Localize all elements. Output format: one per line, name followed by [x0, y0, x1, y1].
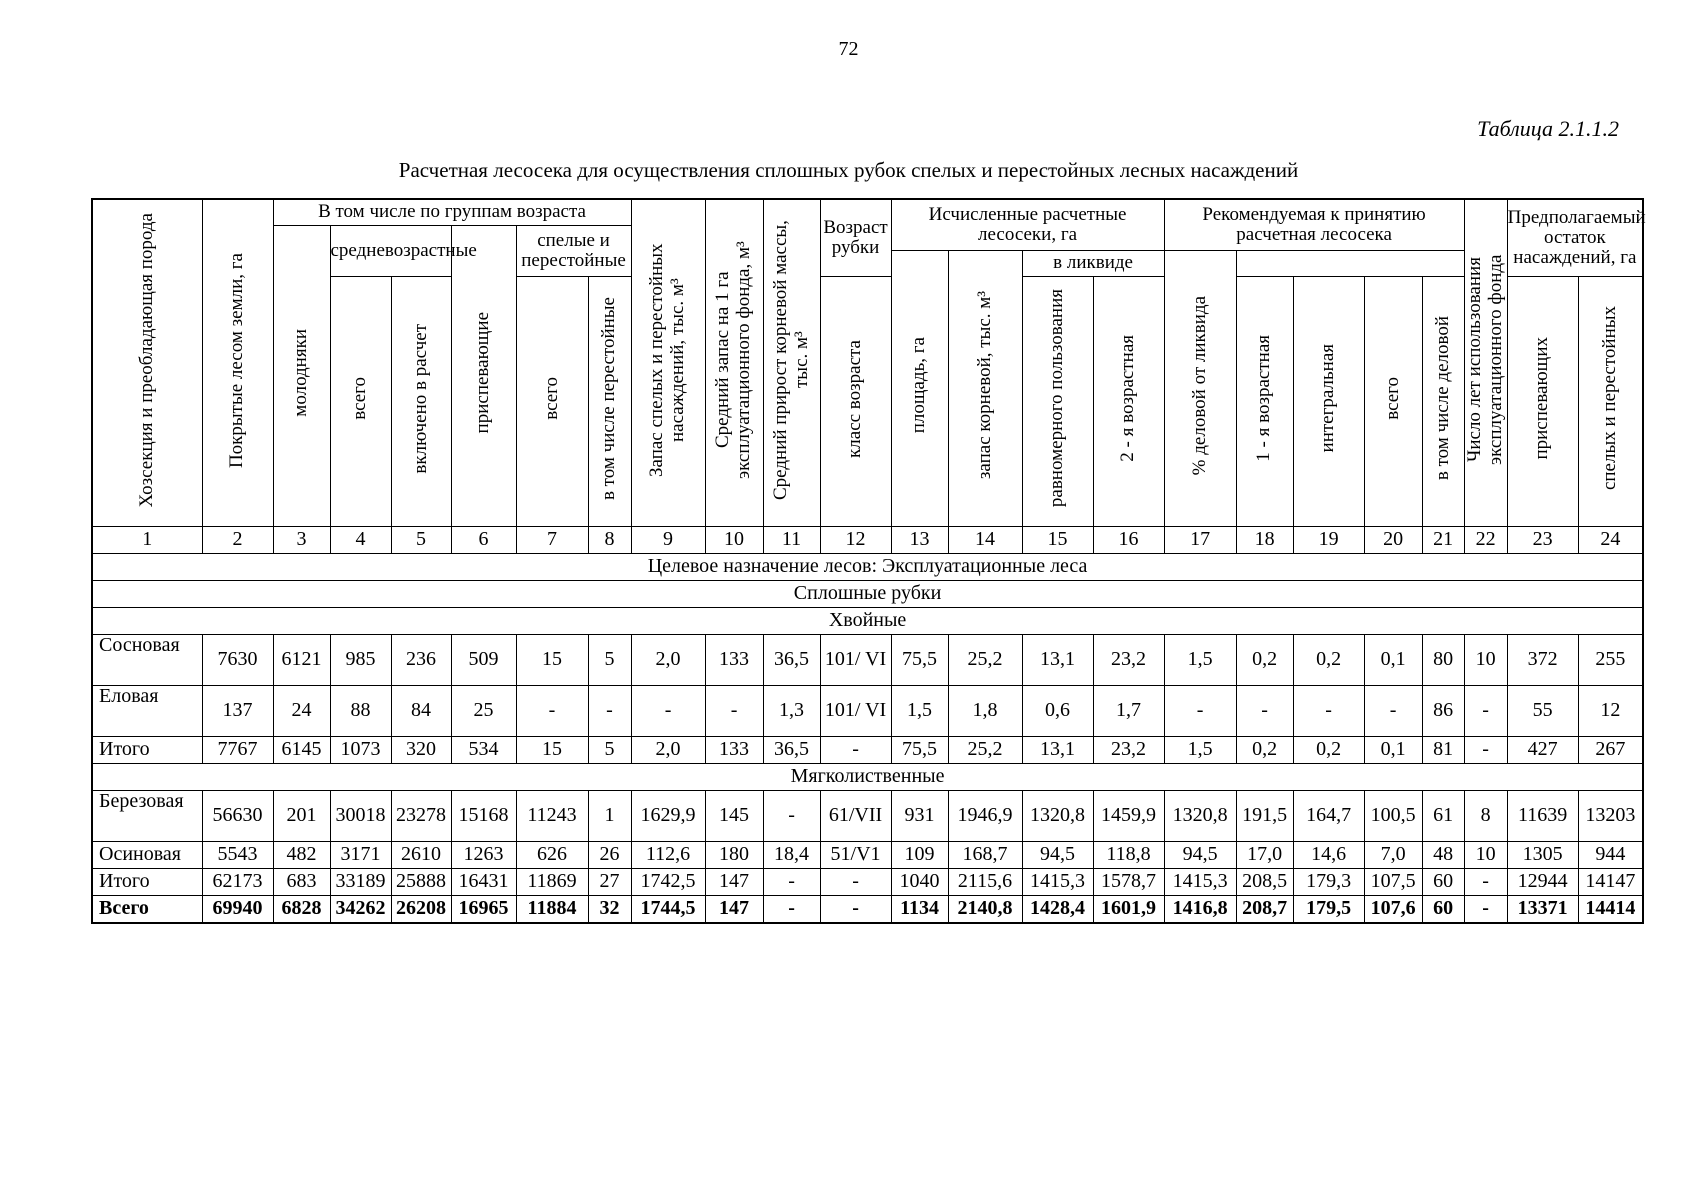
table-cell: 1428,4 — [1022, 895, 1093, 923]
table-cell: 9 — [631, 526, 705, 553]
header-uniform-use: равномерного пользования — [1022, 276, 1093, 526]
table-cell: 16965 — [451, 895, 516, 923]
section-row — [92, 580, 1643, 607]
table-cell: 61 — [1422, 790, 1464, 841]
header-mature: спелые и перестойные — [516, 225, 631, 276]
table-cell: 33189 — [330, 868, 391, 895]
section-row — [92, 553, 1643, 580]
table-cell: 11243 — [516, 790, 588, 841]
table-cell: 985 — [330, 634, 391, 685]
section-purpose: Целевое назначение лесов: Эксплуатационные леса — [92, 553, 1643, 580]
table-cell: 179,3 — [1293, 868, 1364, 895]
table-cell: - — [820, 895, 891, 923]
table-cell: 18,4 — [763, 841, 820, 868]
table-cell: 15 — [516, 736, 588, 763]
header-remaining-stands: Предполагаемый остаток насаждений, га — [1507, 199, 1643, 276]
table-cell: 21 — [1422, 526, 1464, 553]
table-cell: 6145 — [273, 736, 330, 763]
table-cell: 1601,9 — [1093, 895, 1164, 923]
page-number: 72 — [838, 38, 859, 60]
table-cell: 25,2 — [948, 736, 1022, 763]
species-cell: Итого — [92, 736, 202, 763]
table-row — [92, 685, 1643, 736]
table-cell: 24 — [1578, 526, 1643, 553]
table-cell: - — [820, 736, 891, 763]
table-cell: 118,8 — [1093, 841, 1164, 868]
table-cell: 13,1 — [1022, 736, 1093, 763]
table-cell: 1,5 — [891, 685, 948, 736]
table-cell: 56630 — [202, 790, 273, 841]
table-cell: 1742,5 — [631, 868, 705, 895]
table-cell: 0,2 — [1293, 634, 1364, 685]
table-cell: 5 — [391, 526, 451, 553]
table-cell: 60 — [1422, 895, 1464, 923]
table-cell: 23,2 — [1093, 736, 1164, 763]
table-cell: 8 — [1464, 790, 1507, 841]
species-cell: Березовая — [92, 790, 202, 841]
table-cell: 75,5 — [891, 634, 948, 685]
table-cell: 11884 — [516, 895, 588, 923]
table-cell: - — [1293, 685, 1364, 736]
header-years-of-use: Число лет использования эксплуатационного фонда — [1464, 199, 1507, 526]
header-first-age: 1 - я возрастная — [1236, 276, 1293, 526]
table-cell: 1320,8 — [1022, 790, 1093, 841]
table-cell: 236 — [391, 634, 451, 685]
table-cell: 3171 — [330, 841, 391, 868]
table-cell: 24 — [273, 685, 330, 736]
table-cell: 2115,6 — [948, 868, 1022, 895]
table-cell: 0,2 — [1293, 736, 1364, 763]
table-cell: 20 — [1364, 526, 1422, 553]
species-cell: Сосновая — [92, 634, 202, 685]
table-cell: 1416,8 — [1164, 895, 1236, 923]
table-cell: - — [1236, 685, 1293, 736]
table-cell: 164,7 — [1293, 790, 1364, 841]
table-cell: 34262 — [330, 895, 391, 923]
table-cell: 11639 — [1507, 790, 1578, 841]
table-cell: 2,0 — [631, 634, 705, 685]
header-overmature: в том числе перестойные — [588, 276, 631, 526]
section-felling: Сплошные рубки — [92, 580, 1643, 607]
table-cell: 13371 — [1507, 895, 1578, 923]
table-cell: 22 — [1464, 526, 1507, 553]
table-title: Расчетная лесосека для осуществления сплошных рубок спелых и перестойных лесных насаждений — [398, 158, 1299, 182]
table-cell: 107,6 — [1364, 895, 1422, 923]
table-cell: 23,2 — [1093, 634, 1164, 685]
table-cell: 26208 — [391, 895, 451, 923]
table-cell: 8 — [588, 526, 631, 553]
table-row — [92, 868, 1643, 895]
table-cell: 2140,8 — [948, 895, 1022, 923]
table-cell: 15168 — [451, 790, 516, 841]
table-cell: 14,6 — [1293, 841, 1364, 868]
table-cell: 75,5 — [891, 736, 948, 763]
table-cell: 16 — [1093, 526, 1164, 553]
table-cell: 36,5 — [763, 634, 820, 685]
table-cell: 13 — [891, 526, 948, 553]
table-cell: 23278 — [391, 790, 451, 841]
header-remaining-premature: приспевающих — [1507, 276, 1578, 526]
header-calculated-cut: Исчисленные расчетные лесосеки, га — [891, 199, 1164, 250]
table-cell: 7630 — [202, 634, 273, 685]
allowable-cut-table — [91, 198, 1644, 924]
table-cell: 6 — [451, 526, 516, 553]
table-cell: 88 — [330, 685, 391, 736]
table-cell: 1946,9 — [948, 790, 1022, 841]
header-avg-growth: Средний прирост корневой массы, тыс. м³ — [763, 199, 820, 526]
table-cell: 1134 — [891, 895, 948, 923]
table-cell: 147 — [705, 868, 763, 895]
table-cell: 94,5 — [1022, 841, 1093, 868]
table-cell: 4 — [330, 526, 391, 553]
table-cell: 1073 — [330, 736, 391, 763]
table-cell: 69940 — [202, 895, 273, 923]
header-second-age: 2 - я возрастная — [1093, 276, 1164, 526]
header-in-liquid: в ликвиде — [1022, 250, 1164, 276]
table-cell: 10 — [705, 526, 763, 553]
header-middle-included: включено в расчет — [391, 276, 451, 526]
header-liquid-business: в том числе деловой — [1422, 276, 1464, 526]
table-cell: - — [588, 685, 631, 736]
header-young: молодняки — [273, 225, 330, 526]
table-cell: 109 — [891, 841, 948, 868]
table-cell: 1305 — [1507, 841, 1578, 868]
header-root-stock: запас корневой, тыс. м³ — [948, 250, 1022, 526]
table-cell: 101/ VI — [820, 634, 891, 685]
section-softwood: Мягколиственные — [92, 763, 1643, 790]
table-cell: 25888 — [391, 868, 451, 895]
table-cell: - — [820, 868, 891, 895]
table-cell: 1744,5 — [631, 895, 705, 923]
table-cell: 25 — [451, 685, 516, 736]
table-cell: 1 — [92, 526, 202, 553]
table-cell: 1263 — [451, 841, 516, 868]
table-cell: 12 — [1578, 685, 1643, 736]
header-row-1 — [92, 199, 1643, 225]
table-cell: - — [631, 685, 705, 736]
table-cell: 7767 — [202, 736, 273, 763]
table-row — [92, 736, 1643, 763]
table-cell: 1,3 — [763, 685, 820, 736]
header-avg-stock: Средний запас на 1 га эксплуатационного фонда, м³ — [705, 199, 763, 526]
table-cell: 13203 — [1578, 790, 1643, 841]
table-cell: 5543 — [202, 841, 273, 868]
table-cell: 6828 — [273, 895, 330, 923]
table-cell: 60 — [1422, 868, 1464, 895]
table-cell: 482 — [273, 841, 330, 868]
section-conifers: Хвойные — [92, 607, 1643, 634]
table-cell: 6121 — [273, 634, 330, 685]
table-cell: 13,1 — [1022, 634, 1093, 685]
table-cell: 27 — [588, 868, 631, 895]
table-cell: 11 — [763, 526, 820, 553]
species-cell: Осиновая — [92, 841, 202, 868]
table-cell: 1,5 — [1164, 634, 1236, 685]
table-cell: 17 — [1164, 526, 1236, 553]
column-number-row — [92, 526, 1643, 553]
species-cell: Итого — [92, 868, 202, 895]
table-cell: - — [1364, 685, 1422, 736]
table-cell: 7 — [516, 526, 588, 553]
header-mature-total: всего — [516, 276, 588, 526]
table-cell: 168,7 — [948, 841, 1022, 868]
table-cell: 683 — [273, 868, 330, 895]
table-cell: 18 — [1236, 526, 1293, 553]
table-cell: 5 — [588, 634, 631, 685]
section-row — [92, 763, 1643, 790]
table-cell: 320 — [391, 736, 451, 763]
table-cell: 208,7 — [1236, 895, 1293, 923]
table-cell: 944 — [1578, 841, 1643, 868]
table-cell: 14414 — [1578, 895, 1643, 923]
table-cell: 15 — [1022, 526, 1093, 553]
table-cell: 7,0 — [1364, 841, 1422, 868]
table-cell: 5 — [588, 736, 631, 763]
table-cell: 2 — [202, 526, 273, 553]
table-cell: 10 — [1464, 634, 1507, 685]
header-premature: приспевающие — [451, 225, 516, 526]
header-liquid-total: всего — [1364, 276, 1422, 526]
table-cell: - — [763, 895, 820, 923]
table-cell: 55 — [1507, 685, 1578, 736]
table-cell: 2610 — [391, 841, 451, 868]
species-cell: Еловая — [92, 685, 202, 736]
table-cell: - — [1464, 685, 1507, 736]
table-cell: 86 — [1422, 685, 1464, 736]
table-cell: 14147 — [1578, 868, 1643, 895]
table-cell: 36,5 — [763, 736, 820, 763]
table-cell: 0,1 — [1364, 736, 1422, 763]
table-cell: 1459,9 — [1093, 790, 1164, 841]
table-cell: 0,1 — [1364, 634, 1422, 685]
header-middle-total: всего — [330, 276, 391, 526]
table-label: Таблица 2.1.1.2 — [1477, 116, 1619, 141]
table-cell: 26 — [588, 841, 631, 868]
table-cell: 15 — [516, 634, 588, 685]
table-cell: 101/ VI — [820, 685, 891, 736]
table-cell: 80 — [1422, 634, 1464, 685]
header-mature-stock: Запас спелых и перестойных насаждений, тыс. м³ — [631, 199, 705, 526]
table-cell: - — [1464, 868, 1507, 895]
table-cell: 32 — [588, 895, 631, 923]
table-cell: 534 — [451, 736, 516, 763]
table-cell: 145 — [705, 790, 763, 841]
table-cell: 17,0 — [1236, 841, 1293, 868]
table-cell: 180 — [705, 841, 763, 868]
table-cell: 1320,8 — [1164, 790, 1236, 841]
header-integral: интегральная — [1293, 276, 1364, 526]
table-cell: 100,5 — [1364, 790, 1422, 841]
table-cell: 12 — [820, 526, 891, 553]
table-cell: 0,2 — [1236, 736, 1293, 763]
table-cell: 191,5 — [1236, 790, 1293, 841]
table-cell: 931 — [891, 790, 948, 841]
table-cell: 14 — [948, 526, 1022, 553]
table-cell: 267 — [1578, 736, 1643, 763]
table-cell: 0,2 — [1236, 634, 1293, 685]
table-cell: 48 — [1422, 841, 1464, 868]
table-cell: 1578,7 — [1093, 868, 1164, 895]
table-cell: 94,5 — [1164, 841, 1236, 868]
table-cell: - — [763, 790, 820, 841]
table-cell: 0,6 — [1022, 685, 1093, 736]
table-cell: 62173 — [202, 868, 273, 895]
table-cell: 107,5 — [1364, 868, 1422, 895]
table-cell: 51/V1 — [820, 841, 891, 868]
table-cell: 1,5 — [1164, 736, 1236, 763]
header-business-percent: % деловой от ликвида — [1164, 250, 1236, 526]
table-cell: 1415,3 — [1164, 868, 1236, 895]
table-cell: 112,6 — [631, 841, 705, 868]
table-cell: 509 — [451, 634, 516, 685]
table-cell: 84 — [391, 685, 451, 736]
table-cell: 1040 — [891, 868, 948, 895]
table-cell: 133 — [705, 634, 763, 685]
header-age-groups: В том числе по группам возраста — [273, 199, 631, 225]
table-cell: 11869 — [516, 868, 588, 895]
header-species: Хозсекция и преобладающая порода — [92, 199, 202, 526]
table-cell: 23 — [1507, 526, 1578, 553]
header-middle-aged: средневозрастные — [330, 225, 451, 276]
table-cell: 427 — [1507, 736, 1578, 763]
table-cell: 1,8 — [948, 685, 1022, 736]
table-cell: 372 — [1507, 634, 1578, 685]
table-cell: 1415,3 — [1022, 868, 1093, 895]
table-cell: 147 — [705, 895, 763, 923]
table-cell: - — [1164, 685, 1236, 736]
table-cell: 3 — [273, 526, 330, 553]
table-cell: 201 — [273, 790, 330, 841]
table-cell: 30018 — [330, 790, 391, 841]
table-cell: 61/VII — [820, 790, 891, 841]
table-cell: - — [1464, 895, 1507, 923]
header-remaining-mature: спелых и перестойных — [1578, 276, 1643, 526]
table-cell: 137 — [202, 685, 273, 736]
table-cell: 1 — [588, 790, 631, 841]
table-cell: 2,0 — [631, 736, 705, 763]
table-cell: 1629,9 — [631, 790, 705, 841]
table-cell: - — [516, 685, 588, 736]
section-row — [92, 607, 1643, 634]
table-cell: - — [705, 685, 763, 736]
table-cell: 10 — [1464, 841, 1507, 868]
table-cell: 133 — [705, 736, 763, 763]
table-cell: 208,5 — [1236, 868, 1293, 895]
table-cell: 255 — [1578, 634, 1643, 685]
species-cell: Всего — [92, 895, 202, 923]
table-cell: 16431 — [451, 868, 516, 895]
table-cell: 81 — [1422, 736, 1464, 763]
table-cell: 12944 — [1507, 868, 1578, 895]
table-cell: - — [1464, 736, 1507, 763]
table-row — [92, 790, 1643, 841]
header-age-class: класс возраста — [820, 276, 891, 526]
header-recommended-cut: Рекомендуемая к принятию расчетная лесосека — [1164, 199, 1464, 250]
table-cell: 25,2 — [948, 634, 1022, 685]
table-cell: 19 — [1293, 526, 1364, 553]
table-cell: - — [763, 868, 820, 895]
table-row — [92, 841, 1643, 868]
header-area: площадь, га — [891, 250, 948, 526]
table-cell: 1,7 — [1093, 685, 1164, 736]
table-cell: 179,5 — [1293, 895, 1364, 923]
table-row — [92, 634, 1643, 685]
table-cell: 626 — [516, 841, 588, 868]
header-forested-land: Покрытые лесом земли, га — [202, 199, 273, 526]
header-felling-age: Возраст рубки — [820, 199, 891, 276]
grand-total-row — [92, 895, 1643, 923]
